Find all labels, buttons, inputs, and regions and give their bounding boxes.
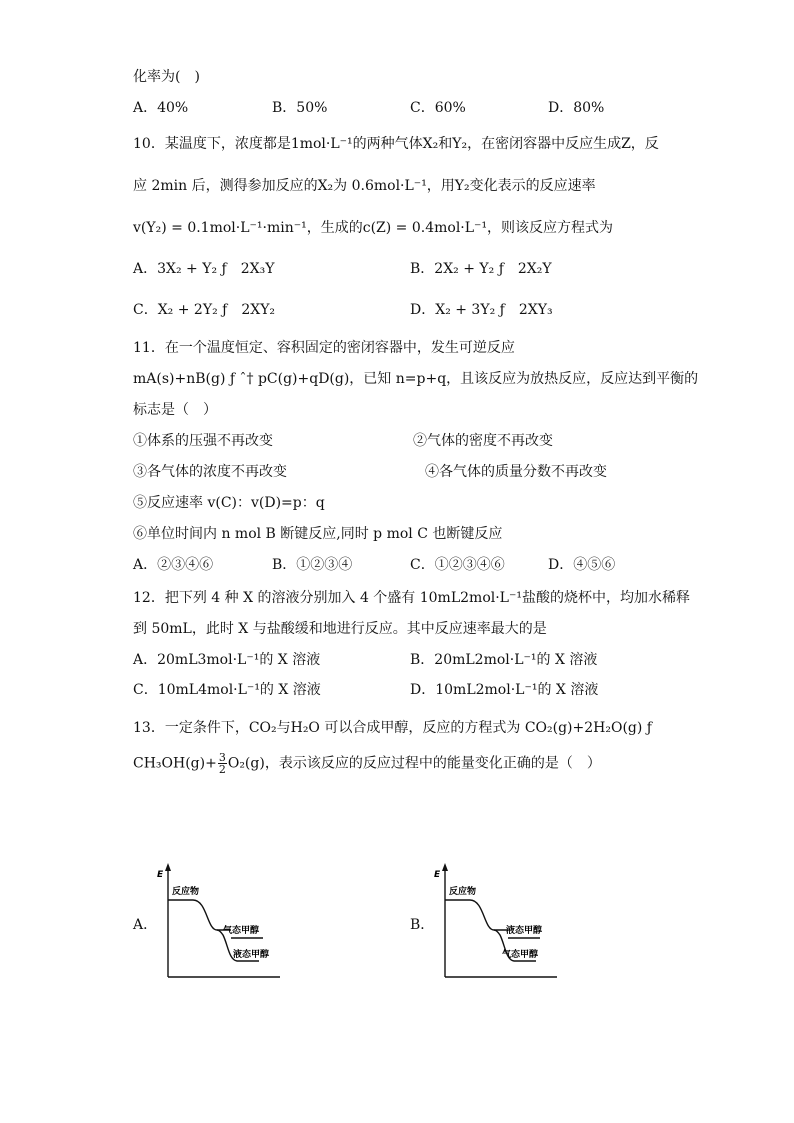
q10-line1: 10．某温度下，浓度都是1mol·L⁻¹的两种气体X₂和Y₂，在密闭容器中反应生成Z，反: [133, 136, 659, 152]
q9-option-a: A．40%: [133, 100, 189, 116]
q11-item-4: ④各气体的质量分数不再改变: [425, 464, 607, 480]
q11-option-b: B．①②③④: [272, 557, 353, 573]
q9-tail: 化率为( ): [133, 69, 200, 85]
q11-line1: 11．在一个温度恒定、容积固定的密闭容器中，发生可逆反应: [133, 340, 515, 356]
q10-option-a: A．3X₂ + Y₂ ƒ 2X₃Y: [133, 261, 275, 277]
lower-product-label: 气态甲醇: [502, 950, 539, 960]
fraction-numerator: 3: [218, 751, 226, 764]
q12-option-d: D．10mL2mol·L⁻¹的 X 溶液: [410, 682, 599, 698]
q11-item-5: ⑤反应速率 v(C)：v(D)=p：q: [133, 495, 325, 511]
energy-diagram-b: [432, 855, 562, 985]
q12-line1: 12．把下列 4 种 X 的溶液分别加入 4 个盛有 10mL2mol·L⁻¹盐酸的烧杯中，均加水稀释: [133, 590, 690, 606]
curve-liquid-methanol: [445, 900, 508, 930]
q10-option-d: D．X₂ + 3Y₂ ƒ 2XY₃: [410, 302, 553, 318]
reactant-label: 反应物: [449, 887, 477, 897]
q9-option-b: B．50%: [272, 100, 328, 116]
y-axis-arrow: [442, 863, 448, 871]
q10-line2: 应 2min 后，测得参加反应的X₂为 0.6mol·L⁻¹，用Y₂变化表示的反应速率: [133, 178, 596, 194]
fraction-denominator: 2: [218, 763, 226, 776]
q10-line3: v(Y₂) = 0.1mol·L⁻¹·min⁻¹，生成的c(Z) = 0.4mol·L⁻¹，则该反应方程式为: [133, 220, 614, 236]
q12-line2: 到 50mL，此时 X 与盐酸缓和地进行反应。其中反应速率最大的是: [133, 621, 547, 637]
q11-option-c: C．①②③④⑥: [410, 557, 505, 573]
q11-item-2: ②气体的密度不再改变: [413, 433, 553, 449]
q9-option-d: D．80%: [548, 100, 605, 116]
q11-line3: 标志是（ ）: [133, 402, 217, 418]
q13-line2-start: CH₃OH(g)+: [133, 755, 217, 772]
axis-label-e: E: [157, 870, 164, 880]
q11-item-3: ③各气体的浓度不再改变: [133, 464, 287, 480]
q11-item-1: ①体系的压强不再改变: [133, 433, 273, 449]
curve-gas-methanol: [168, 900, 231, 930]
q11-option-a: A．②③④⑥: [133, 557, 214, 573]
upper-product-label: 液态甲醇: [506, 926, 543, 936]
q13-line2-end: O₂(g)，表示该反应的反应过程中的能量变化正确的是（ ）: [227, 755, 601, 772]
q12-option-a: A．20mL3mol·L⁻¹的 X 溶液: [133, 652, 321, 668]
y-axis-arrow: [165, 863, 171, 871]
q13-graph-b-label: B．: [410, 917, 435, 933]
q9-option-c: C．60%: [410, 100, 466, 116]
q10-option-c: C．X₂ + 2Y₂ ƒ 2XY₂: [133, 302, 276, 318]
q11-option-d: D．④⑤⑥: [548, 557, 616, 573]
energy-diagram-a: [155, 855, 285, 985]
q12-option-b: B．20mL2mol·L⁻¹的 X 溶液: [410, 652, 598, 668]
q10-option-b: B．2X₂ + Y₂ ƒ 2X₂Y: [410, 261, 552, 277]
q11-item-6: ⑥单位时间内 n mol B 断键反应,同时 p mol C 也断键反应: [133, 526, 503, 542]
upper-product-label: 气态甲醇: [223, 926, 260, 936]
reactant-label: 反应物: [172, 887, 200, 897]
q13-line1: 13．一定条件下，CO₂与H₂O 可以合成甲醇，反应的方程式为 CO₂(g)+2H₂O(g) ƒ: [133, 720, 652, 736]
q13-fraction: [218, 752, 227, 775]
q13-graph-a-label: A．: [133, 917, 158, 933]
q13-line2: [133, 752, 601, 775]
q11-line2: mA(s)+nB(g) ƒ ˆ† pC(g)+qD(g)，已知 n=p+q，且该反应为放热反应，反应达到平衡的: [133, 371, 699, 387]
axis-label-e: E: [434, 870, 441, 880]
lower-product-label: 液态甲醇: [233, 950, 270, 960]
q12-option-c: C．10mL4mol·L⁻¹的 X 溶液: [133, 682, 321, 698]
